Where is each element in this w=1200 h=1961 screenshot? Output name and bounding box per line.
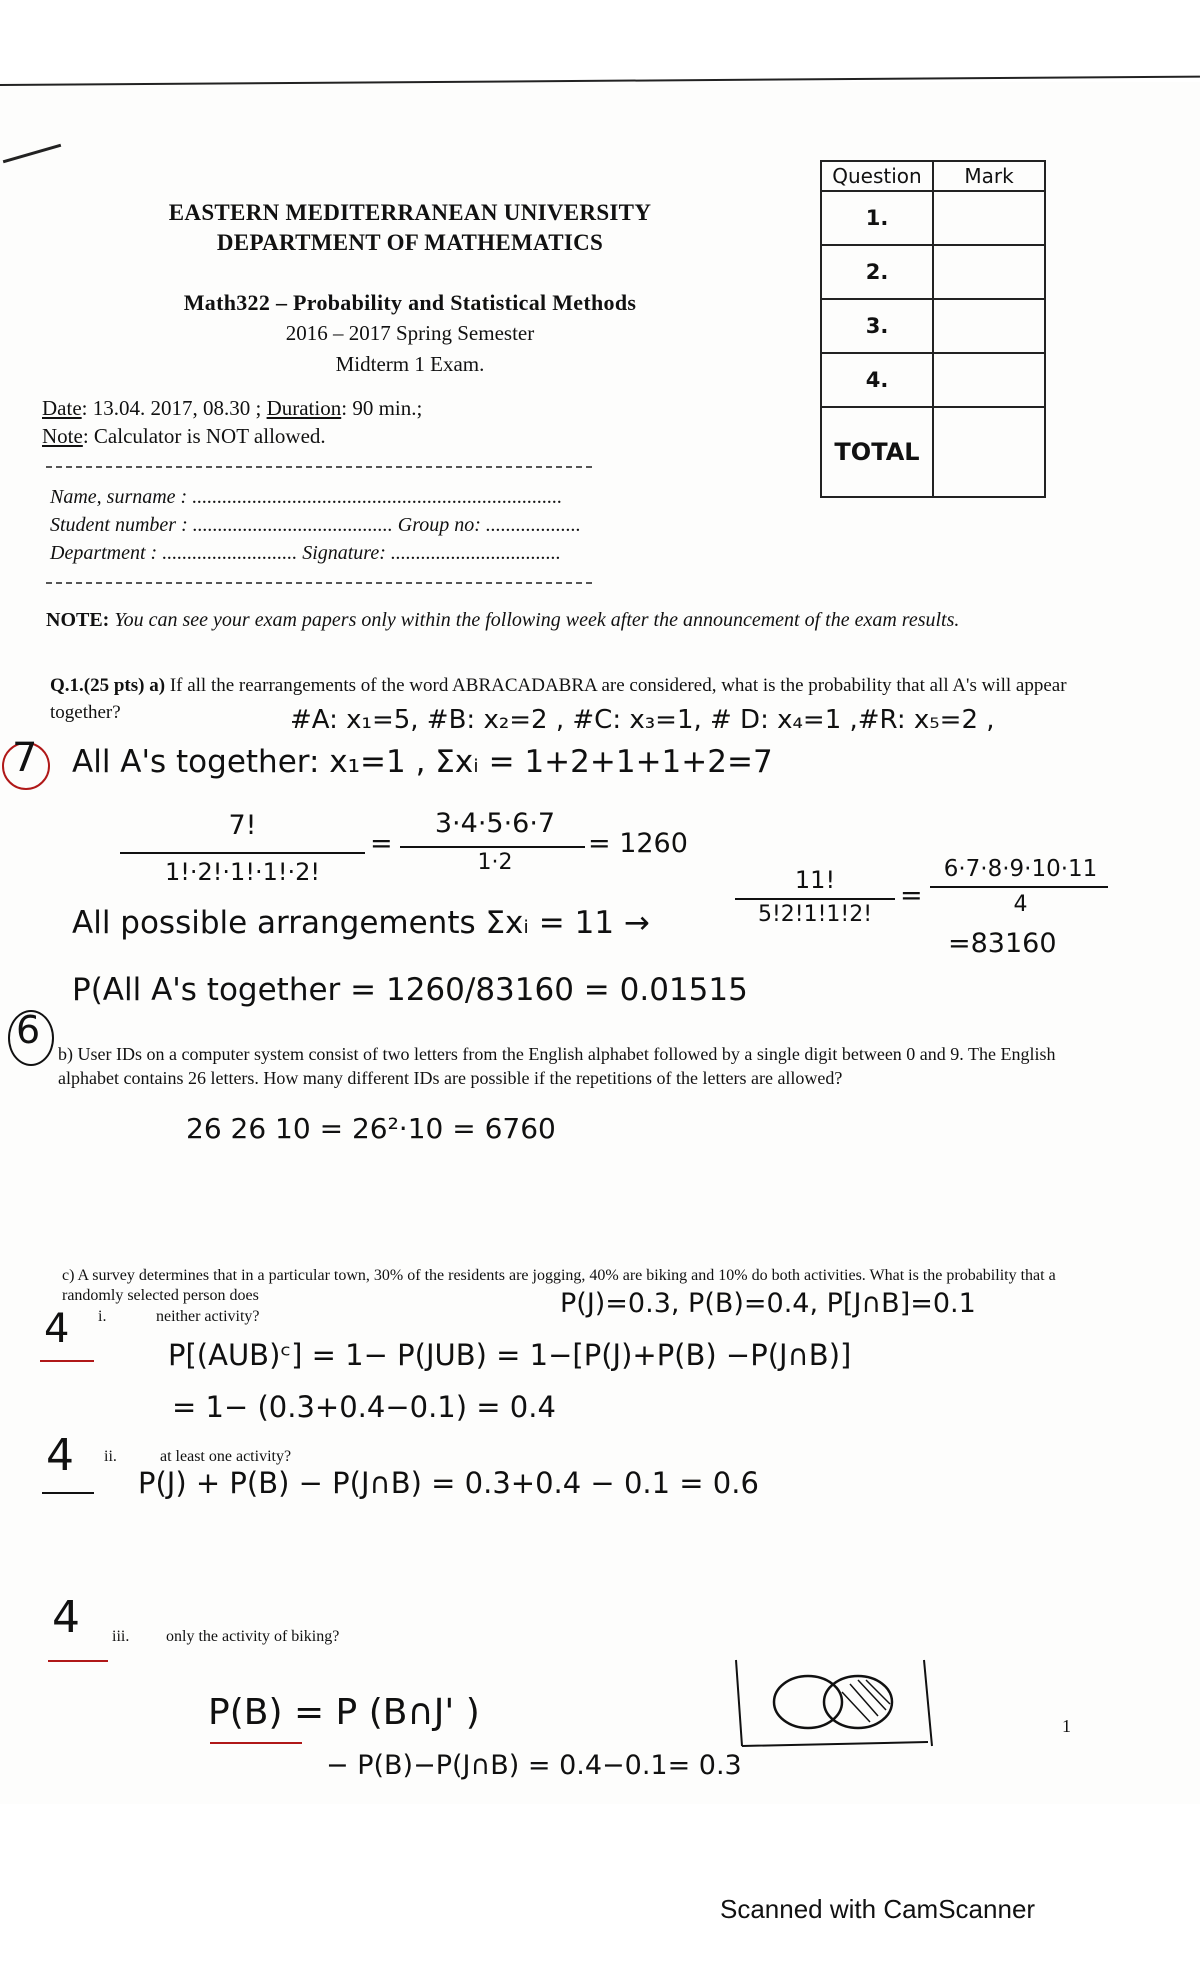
grade-underline — [48, 1660, 108, 1662]
department-field: Department : ........................... Signature: .................................. — [50, 542, 561, 564]
question-1a-text: If all the rearrangements of the word ABRACADABRA are considered, what is the probability that all A's will appear together? — [50, 675, 1067, 723]
mark-cell — [933, 353, 1045, 407]
handwritten-fraction-denominator: 4 — [1013, 892, 1028, 917]
divider — [46, 466, 592, 468]
question-number: 1. — [821, 191, 933, 245]
handwritten-answer-1c-iii: − P(B)−P(J∩B) = 0.4−0.1= 0.3 — [326, 1750, 742, 1781]
venn-circle-b — [824, 1676, 892, 1728]
handwritten-together: All A's together: x₁=1 , Σxᵢ = 1+2+1+1+2=7 — [72, 744, 773, 780]
handwritten-answer-1c-i: = 1− (0.3+0.4−0.1) = 0.4 — [172, 1390, 556, 1424]
notice — [46, 604, 1126, 636]
date-value: : 13.04. 2017, 08.30 ; — [81, 396, 267, 420]
total-cell — [933, 407, 1045, 497]
date-label: Date — [42, 396, 82, 420]
note-value: : Calculator is NOT allowed. — [82, 424, 326, 448]
divider — [46, 582, 592, 584]
fraction-bar — [400, 846, 585, 848]
exam-title: Midterm 1 Exam. — [335, 352, 485, 376]
question-number: 2. — [821, 245, 933, 299]
duration-label: Duration — [266, 396, 342, 420]
handwritten-fraction-denominator: 5!2!1!1!2! — [757, 902, 873, 927]
mark-cell — [933, 299, 1045, 353]
venn-diagram-sketch — [728, 1650, 948, 1760]
handwritten-all-arrangements: All possible arrangements Σxᵢ = 11 → — [72, 905, 650, 941]
question-1c-i-text: neither activity? — [156, 1308, 260, 1325]
equals-sign: = — [900, 880, 923, 911]
scanner-footer: Scanned with CamScanner — [720, 1894, 1036, 1924]
handwritten-fraction-numerator: 6·7·8·9·10·11 — [943, 856, 1098, 882]
handwritten-given: P(J)=0.3, P(B)=0.4, P[J∩B]=0.1 — [560, 1288, 976, 1319]
course-title: Math322 – Probability and Statistical Methods — [183, 290, 637, 315]
handwritten-answer-1c-i: P[(AUB)ᶜ] = 1− P(JUB) = 1−[P(J)+P(B) −P(J∩B)] — [168, 1338, 852, 1372]
question-1-prefix: Q.1.(25 pts) a) — [50, 675, 166, 696]
note-line — [42, 424, 326, 449]
item-number: iii. — [112, 1628, 130, 1645]
item-number: i. — [98, 1308, 107, 1325]
grade-underline — [42, 1492, 94, 1494]
grade-1b: 6 — [16, 1008, 41, 1052]
fraction-bar — [120, 852, 365, 854]
handwritten-fraction-numerator: 11! — [794, 866, 836, 894]
handwritten-answer-1b: 26 26 10 = 26²·10 = 6760 — [186, 1112, 556, 1145]
grade-underline — [40, 1360, 94, 1362]
grade-1c-i: 4 — [44, 1306, 70, 1352]
handwritten-fraction-denominator: 1·2 — [477, 850, 513, 875]
equals-sign: = — [370, 828, 393, 859]
note-label: Note — [42, 424, 83, 448]
duration-value: : 90 min.; — [341, 396, 423, 420]
handwritten-probability: P(All A's together = 1260/83160 = 0.01515 — [72, 972, 748, 1008]
question-1c-ii-text: at least one activity? — [160, 1448, 292, 1465]
handwritten-answer-1c-ii: P(J) + P(B) − P(J∩B) = 0.3+0.4 − 0.1 = 0.6 — [138, 1466, 759, 1500]
handwritten-counts: #A: x₁=5, #B: x₂=2 , #C: x₃=1, # D: x₄=1 ,#R: x₅=2 , — [290, 705, 995, 735]
venn-frame — [736, 1660, 932, 1746]
grade-1c-iii: 4 — [52, 1592, 80, 1643]
question-1c-iii-text: only the activity of biking? — [166, 1628, 340, 1645]
grade-1c-ii: 4 — [46, 1430, 74, 1481]
answer-underline — [210, 1742, 302, 1744]
venn-hatching — [842, 1680, 890, 1722]
question-number: 3. — [821, 299, 933, 353]
item-number: ii. — [104, 1448, 117, 1465]
student-number-field: Student number : ........................................ Group no: ................... — [50, 514, 581, 536]
date-line — [42, 396, 422, 421]
semester: 2016 – 2017 Spring Semester — [285, 321, 535, 345]
handwritten-result: =83160 — [948, 928, 1057, 959]
name-field: Name, surname : .......................................................................... — [50, 486, 563, 508]
grade-1a: 7 — [12, 735, 38, 781]
fraction-bar — [930, 886, 1108, 888]
university-name: EASTERN MEDITERRANEAN UNIVERSITY — [168, 200, 652, 225]
mark-cell — [933, 245, 1045, 299]
marks-table — [820, 160, 1046, 498]
notice-label: NOTE: — [46, 609, 110, 631]
handwritten-fraction-numerator: 3·4·5·6·7 — [434, 808, 556, 839]
handwritten-fraction-numerator: 7! — [228, 810, 257, 841]
fraction-bar — [735, 898, 895, 900]
question-number: 4. — [821, 353, 933, 407]
handwritten-result: = 1260 — [588, 828, 688, 859]
table-header-mark: Mark — [933, 161, 1045, 191]
question-1b-text: b) User IDs on a computer system consist of two letters from the English alphabet followed by a single digit between 0 and 9. The English alphabet contains 26 letters. How many different IDs are possible if the repetitions of the letters are allowed? — [58, 1044, 1056, 1088]
page-number: 1 — [1062, 1716, 1071, 1736]
handwritten-fraction-denominator: 1!·2!·1!·1!·2! — [165, 858, 320, 886]
total-label: TOTAL — [821, 407, 933, 497]
question-1c-text: c) A survey determines that in a particular town, 30% of the residents are jogging, 40% are biking and 10% do both activities. What is the probability that a randomly selected person does — [62, 1267, 1056, 1304]
handwritten-answer-1c-iii: P(B) = P (B∩J' ) — [208, 1692, 480, 1733]
department-name: DEPARTMENT OF MATHEMATICS — [216, 230, 604, 255]
table-header-question: Question — [821, 161, 933, 191]
mark-cell — [933, 191, 1045, 245]
notice-text: You can see your exam papers only within the following week after the announcement of the exam results. — [114, 609, 960, 631]
